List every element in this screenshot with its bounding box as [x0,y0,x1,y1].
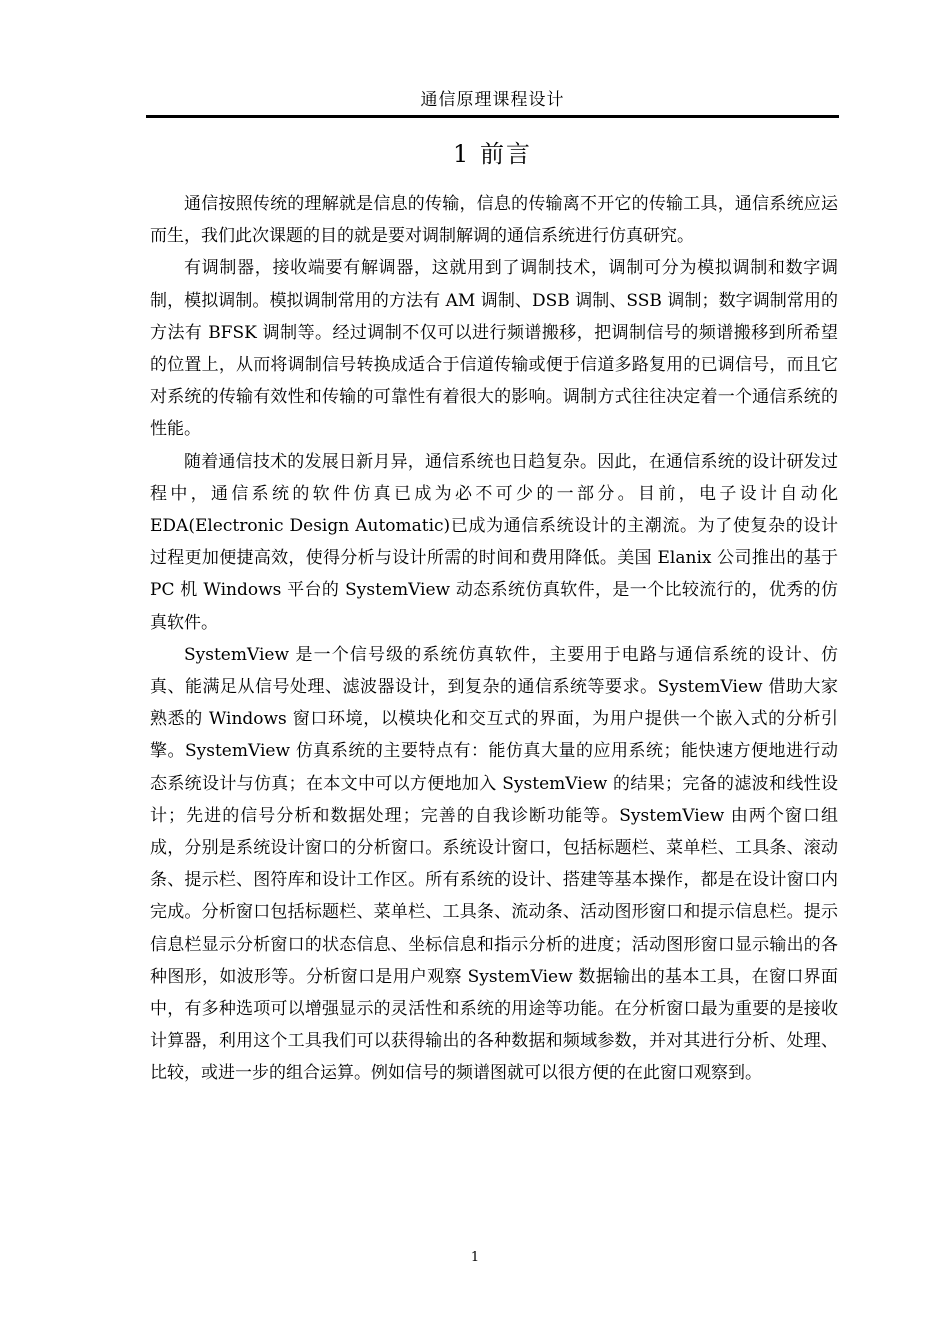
paragraph-2: 有调制器，接收端要有解调器，这就用到了调制技术，调制可分为模拟调制和数字调制，模拟调制。模拟调制常用的方法有 AM 调制、DSB 调制、SSB 调制；数字调制常用的方法有 BFSK 调制等。经过调制不仅可以进行频谱搬移，把调制信号的频谱搬移到所希望的位置上，从而将调制信号转换成适合于信道传输或便于信道多路复用的已调信号，而且它对系统的传输有效性和传输的可靠性有着很大的影响。调制方式往往决定着一个通信系统的性能。 [150,258,838,440]
paragraph-3: 随着通信技术的发展日新月异，通信系统也日趋复杂。因此，在通信系统的设计研发过程中，通信系统的软件仿真已成为必不可少的一部分。目前，电子设计自动化 EDA(Electronic Design Automatic)已成为通信系统设计的主潮流。为了使复杂的设计过程更加便捷高效，使得分析与设计所需的时间和费用降低。美国 Elanix 公司推出的基于 PC 机 Windows 平台的 SystemView 动态系统仿真软件，是一个比较流行的，优秀的仿真软件。 [150,451,838,633]
paragraph-1: 通信按照传统的理解就是信息的传输，信息的传输离不开它的传输工具，通信系统应运而生，我们此次课题的目的就是要对调制解调的通信系统进行仿真研究。 [150,194,838,247]
page-number: 1 [470,1250,480,1265]
header-rule [146,115,839,118]
paragraph-4: SystemView 是一个信号级的系统仿真软件，主要用于电路与通信系统的设计、仿真、能满足从信号处理、滤波器设计，到复杂的通信系统等要求。SystemView 借助大家熟悉的 Windows 窗口环境，以模块化和交互式的界面，为用户提供一个嵌入式的分析引擎。SystemView 仿真系统的主要特点有：能仿真大量的应用系统；能快速方便地进行动态系统设计与仿真；在本文中可以方便地加入 SystemView 的结果；完备的滤波和线性设计；先进的信号分析和数据处理；完善的自我诊断功能等。SystemView 由两个窗口组成，分别是系统设计窗口的分析窗口。系统设计窗口，包括标题栏、菜单栏、工具条、滚动条、提示栏、图符库和设计工作区。所有系统的设计、搭建等基本操作，都是在设计窗口内完成。分析窗口包括标题栏、菜单栏、工具条、流动条、活动图形窗口和提示信息栏。提示信息栏显示分析窗口的状态信息、坐标信息和指示分析的进度；活动图形窗口显示输出的各种图形，如波形等。分析窗口是用户观察 SystemView 数据输出的基本工具，在窗口界面中，有多种选项可以增强显示的灵活性和系统的用途等功能。在分析窗口最为重要的是接收计算器，利用这个工具我们可以获得输出的各种数据和频域参数，并对其进行分析、处理、比较，或进一步的组合运算。例如信号的频谱图就可以很方便的在此窗口观察到。 [150,644,838,1084]
chapter-title: 1 前言 [453,140,532,168]
body-text [150,188,838,1090]
running-header: 通信原理课程设计 [420,90,565,110]
